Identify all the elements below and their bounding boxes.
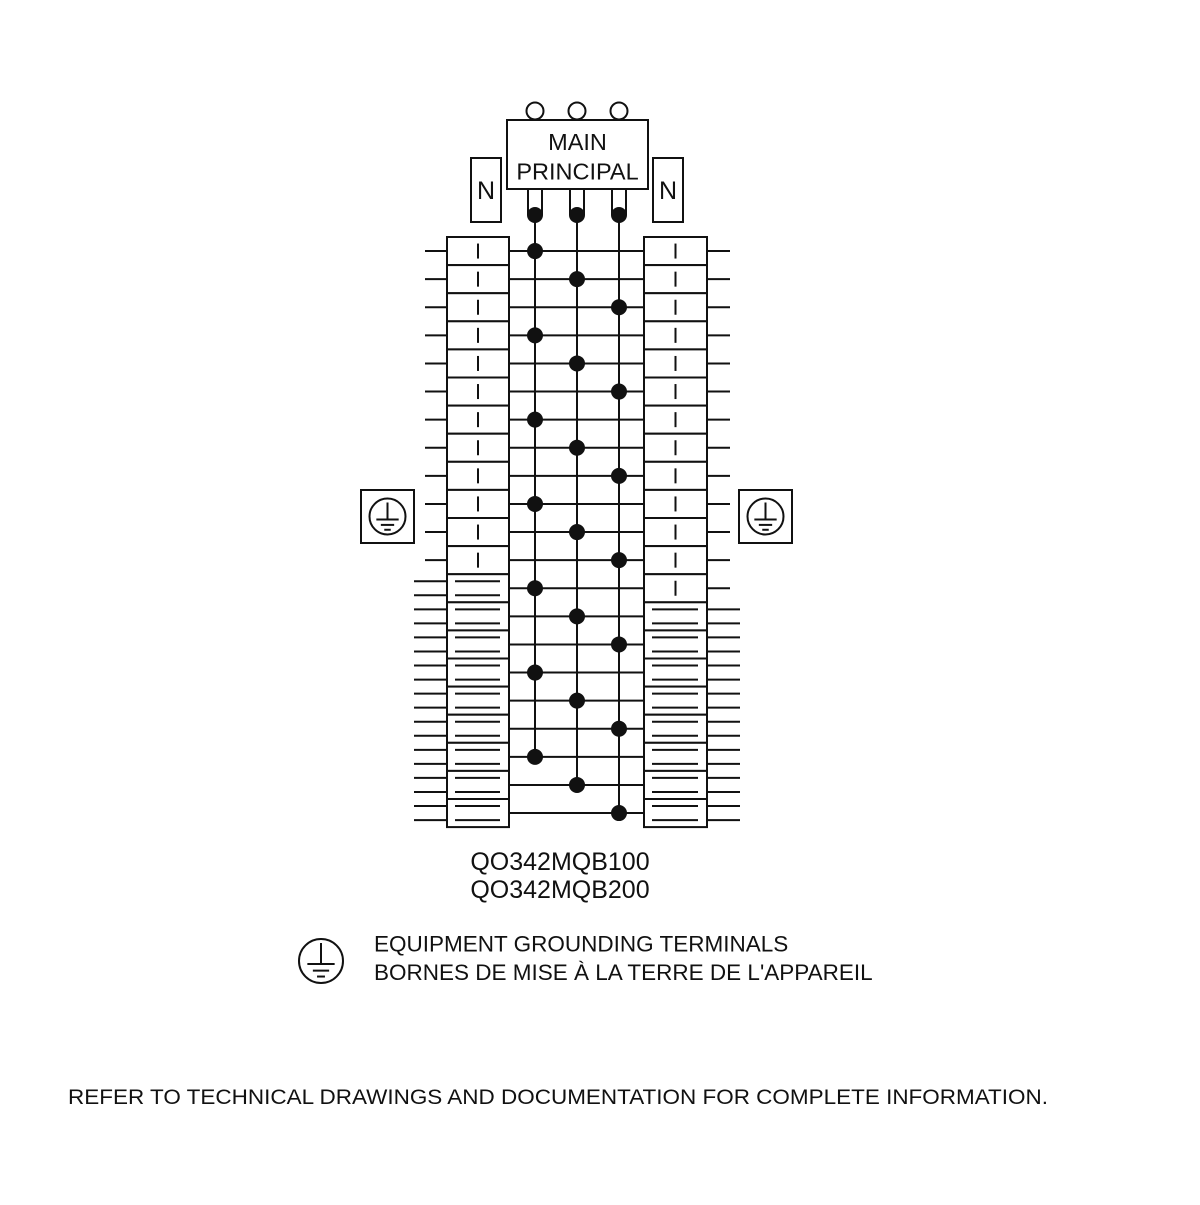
phase-connection-dot <box>569 777 585 793</box>
phase-connection-dot <box>569 524 585 540</box>
breaker-right <box>644 687 707 715</box>
neutral-label-left: N <box>476 177 496 205</box>
phase-connection-dot <box>611 299 627 315</box>
breaker-right <box>644 602 707 630</box>
phase-connection-dot <box>611 805 627 821</box>
breaker-right <box>644 743 707 771</box>
breaker-right <box>644 715 707 743</box>
breaker-left <box>447 799 509 827</box>
phase-connection-dot <box>611 384 627 400</box>
breaker-right <box>644 630 707 658</box>
phase-connection-dot <box>569 271 585 287</box>
phase-connection-dot <box>527 580 543 596</box>
main-breaker-label-fr: PRINCIPAL <box>516 158 639 185</box>
phase-connection-dot <box>611 468 627 484</box>
phase-connection-dot <box>527 665 543 681</box>
breaker-left <box>447 659 509 687</box>
main-lug-circle <box>569 103 586 120</box>
phase-connection-dot <box>611 721 627 737</box>
neutral-label-right: N <box>658 177 678 205</box>
phase-connection-dot <box>527 243 543 259</box>
phase-connection-dot <box>569 355 585 371</box>
phase-connection-dot <box>527 327 543 343</box>
legend-text-fr: BORNES DE MISE À LA TERRE DE L'APPAREIL <box>374 960 873 985</box>
main-breaker-label-en: MAIN <box>548 129 607 155</box>
diagram-text <box>68 129 1048 1109</box>
phase-connection-dot <box>569 608 585 624</box>
breaker-left <box>447 630 509 658</box>
breaker-left <box>447 715 509 743</box>
breaker-right <box>644 799 707 827</box>
breaker-right <box>644 771 707 799</box>
model-number-1: QO342MQB100 <box>470 848 650 876</box>
phase-connection-dot <box>569 440 585 456</box>
legend-text-en: EQUIPMENT GROUNDING TERMINALS <box>374 931 789 957</box>
model-number-2: QO342MQB200 <box>470 876 650 904</box>
breaker-left <box>447 574 509 602</box>
phase-connection-dot <box>611 552 627 568</box>
breaker-left <box>447 602 509 630</box>
footer-note: REFER TO TECHNICAL DRAWINGS AND DOCUMENTATION FOR COMPLETE INFORMATION. <box>68 1086 1048 1109</box>
phase-connection-dot <box>527 749 543 765</box>
phase-connection-dot <box>569 693 585 709</box>
phase-connection-dot <box>527 412 543 428</box>
phase-connection-dot <box>527 496 543 512</box>
main-lug-circle <box>611 103 628 120</box>
breaker-left <box>447 743 509 771</box>
breaker-left <box>447 687 509 715</box>
breaker-right <box>644 659 707 687</box>
phase-connection-dot <box>611 636 627 652</box>
breaker-left <box>447 771 509 799</box>
main-lug-circle <box>527 103 544 120</box>
